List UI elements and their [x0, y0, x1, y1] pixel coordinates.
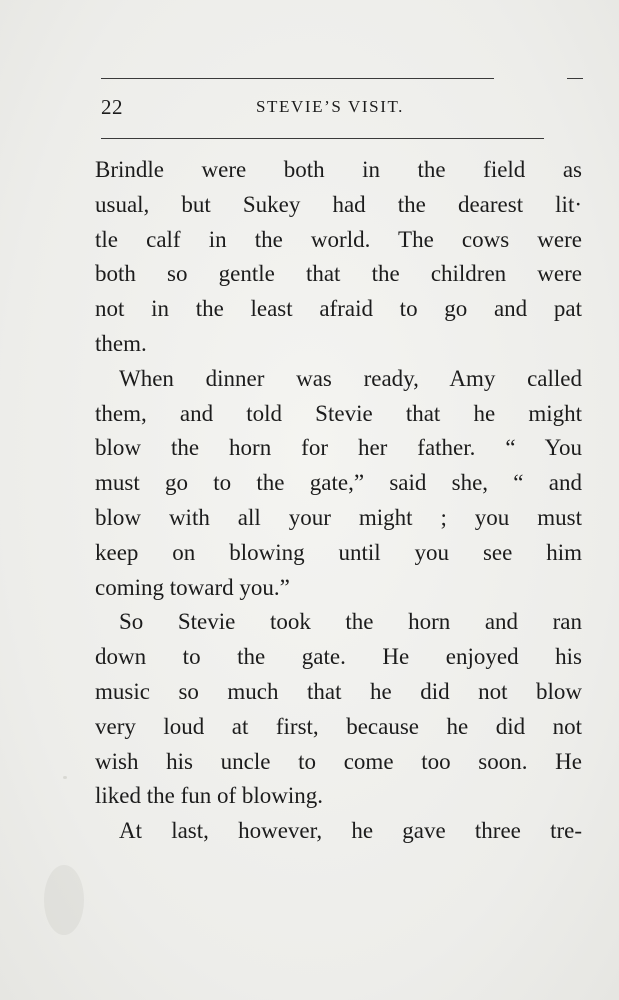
text-line: liked the fun of blowing.: [95, 783, 324, 809]
text-line: keep on blowing until you see him: [95, 539, 582, 565]
text-line: tle calf in the world. The cows were: [95, 226, 582, 252]
paper-stain: [44, 865, 84, 935]
text-line: usual, but Sukey had the dearest lit·: [95, 191, 582, 217]
text-line: down to the gate. He enjoyed his: [95, 644, 582, 670]
text-line: coming toward you.”: [95, 574, 290, 600]
text-line: them, and told Stevie that he might: [95, 400, 582, 426]
header-top-rule-fragment: [567, 78, 583, 79]
paragraph: [95, 362, 582, 606]
text-line: When dinner was ready, Amy called: [119, 365, 582, 391]
page-number: 22: [101, 95, 123, 119]
paragraph: [95, 153, 582, 362]
text-line: blow with all your might ; you must: [95, 504, 582, 530]
text-line: blow the horn for her father. “ You: [95, 435, 582, 461]
text-line: So Stevie took the horn and ran: [119, 609, 582, 635]
text-line: not in the least afraid to go and pat: [95, 296, 582, 322]
paper-speck: [63, 776, 67, 779]
text-line: must go to the gate,” said she, “ and: [95, 470, 582, 496]
running-head: STEVIE’S VISIT.: [256, 97, 405, 116]
text-line: them.: [95, 330, 147, 356]
text-line: music so much that he did not blow: [95, 678, 582, 704]
text-line: very loud at first, because he did not: [95, 713, 582, 739]
header-bottom-rule: [101, 138, 544, 139]
header-top-rule: [101, 78, 494, 79]
text-line: Brindle were both in the field as: [95, 157, 582, 182]
text-line: At last, however, he gave three tre-: [119, 818, 582, 844]
paragraph: [95, 605, 582, 814]
text-line: wish his uncle to come too soon. He: [95, 748, 582, 774]
text-line: both so gentle that the children were: [95, 261, 582, 287]
page-header: [101, 95, 441, 125]
body-text: [95, 153, 582, 849]
paragraph: [95, 814, 582, 849]
